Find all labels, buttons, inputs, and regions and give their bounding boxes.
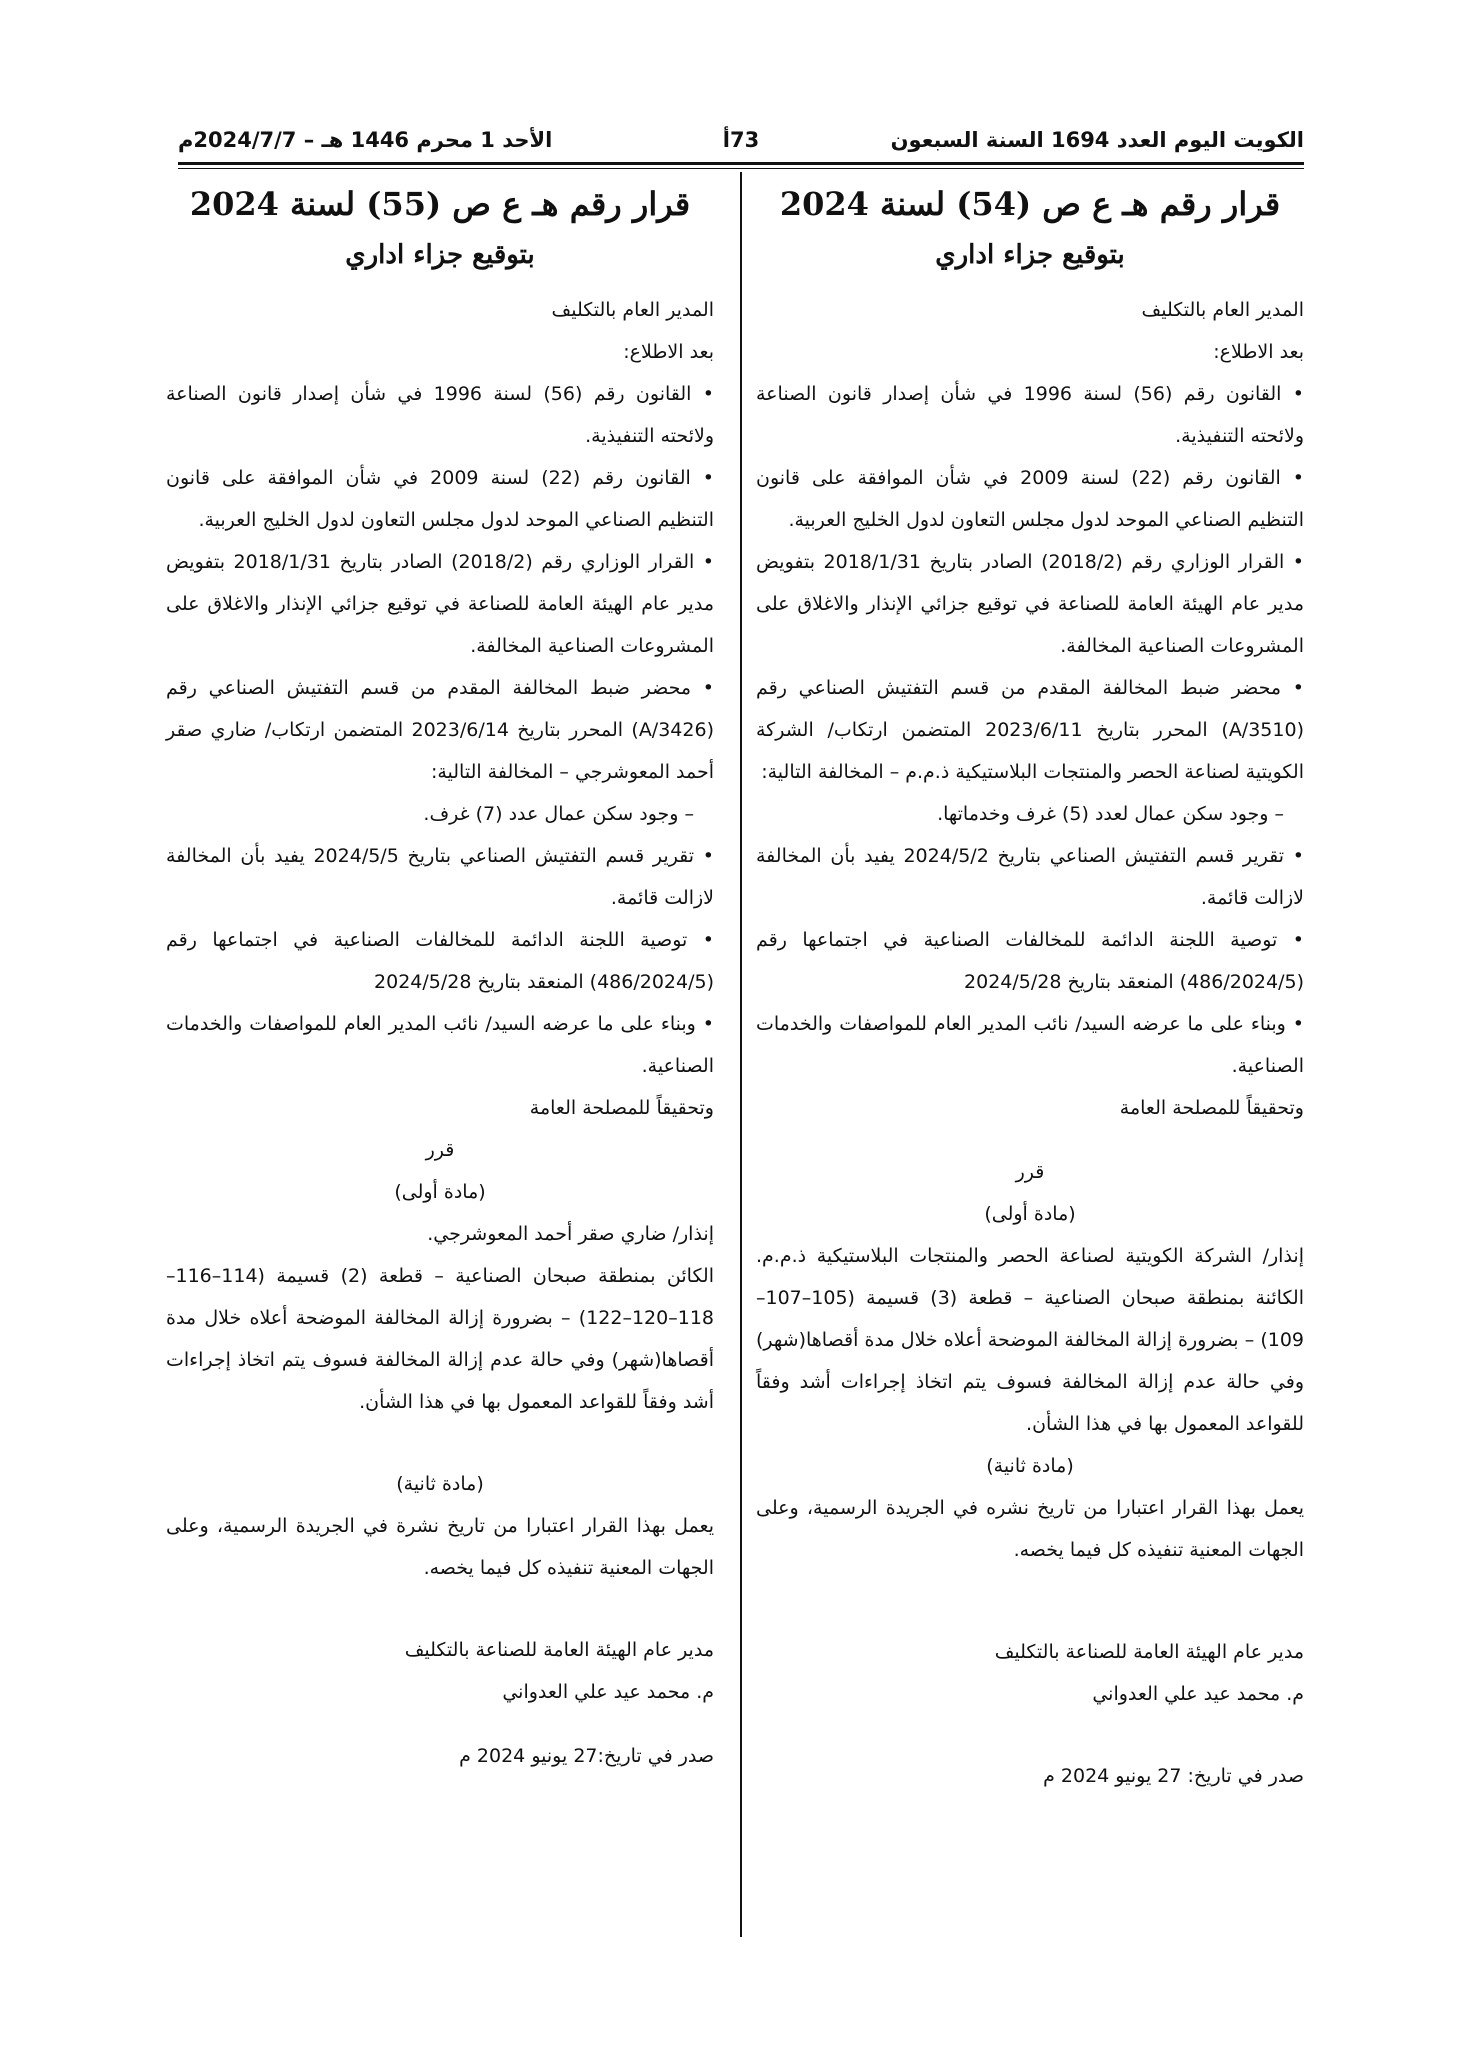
clause: • تقرير قسم التفتيش الصناعي بتاريخ 2024/5/5 يفيد بأن المخالفة لازالت قائمة. <box>166 845 714 909</box>
signatory-title: مدير عام الهيئة العامة للصناعة بالتكليف <box>994 1641 1304 1663</box>
article-1-heading: (مادة أولى) <box>394 1181 486 1203</box>
violation-item: – وجود سكن عمال لعدد (5) غرف وخدماتها. <box>937 803 1284 825</box>
article-1-text: الكائن بمنطقة صبحان الصناعية – قطعة (2) قسيمة (114–116–118–120–122) – بضرورة إزالة المخالفة الموضحة أعلاه خلال مدة أقصاها(شهر) وفي حالة عدم إزالة المخالفة فسوف يتم اتخاذ إجراءات أشد وفقاً للقواعد المعمول بها في هذا الشأن. <box>166 1265 715 1413</box>
header-rule-thick <box>178 162 1304 165</box>
page-number: 73أ <box>722 128 760 152</box>
header-rule-thin <box>178 168 1304 169</box>
clause: • توصية اللجنة الدائمة للمخالفات الصناعية في اجتماعها رقم (486/2024/5) المنعقد بتاريخ 2024/5/28 <box>756 929 1304 993</box>
article-2-heading: (مادة ثانية) <box>986 1455 1074 1477</box>
clause: • توصية اللجنة الدائمة للمخالفات الصناعية في اجتماعها رقم (486/2024/5) المنعقد بتاريخ 2024/5/28 <box>166 929 714 993</box>
signatory-title: مدير عام الهيئة العامة للصناعة بالتكليف <box>404 1639 714 1661</box>
article-2-text: يعمل بهذا القرار اعتبارا من تاريخ نشرة في الجريدة الرسمية، وعلى الجهات المعنية تنفيذه كل فيما يخصه. <box>166 1515 714 1579</box>
clause: • محضر ضبط المخالفة المقدم من قسم التفتيش الصناعي رقم (A/3510) المحرر بتاريخ 2023/6/11 المتضمن ارتكاب/ الشركة الكويتية لصناعة الحصر والمنتجات البلاستيكية ذ.م.م – المخالفة التالية: <box>756 677 1304 783</box>
violation-item: – وجود سكن عمال عدد (7) غرف. <box>423 803 694 825</box>
decision-54-column <box>756 175 1304 1797</box>
article-1-heading: (مادة أولى) <box>984 1203 1076 1225</box>
header-date: الأحد 1 محرم 1446 هـ – 2024/7/7م <box>178 128 553 152</box>
page-header <box>178 122 1304 160</box>
decided-heading: قرر <box>1015 1161 1045 1183</box>
signatory-name: م. محمد عيد علي العدواني <box>1092 1683 1304 1705</box>
clause: • القانون رقم (22) لسنة 2009 في شأن الموافقة على قانون التنظيم الصناعي الموحد لدول مجلس التعاون لدول الخليج العربية. <box>756 467 1305 531</box>
issue-date: صدر في تاريخ:27 يونيو 2024 م <box>459 1745 714 1767</box>
after-review: بعد الاطلاع: <box>623 341 714 363</box>
article-1-text: إنذار/ الشركة الكويتية لصناعة الحصر والمنتجات البلاستيكية ذ.م.م. الكائنة بمنطقة صبحان الصناعية – قطعة (3) قسيمة (105–107–109) – بضرورة إزالة المخالفة الموضحة أعلاه خلال مدة أقصاها(شهر) وفي حالة عدم إزالة المخالفة فسوف يتم اتخاذ إجراءات أشد وفقاً للقواعد المعمول بها في هذا الشأن. <box>756 1245 1304 1435</box>
clause: • القرار الوزاري رقم (2018/2) الصادر بتاريخ 2018/1/31 بتفويض مدير عام الهيئة العامة للصناعة في توقيع جزائي الإنذار والاغلاق على المشروعات الصناعية المخالفة. <box>166 551 714 657</box>
director-line: المدير العام بالتكليف <box>1141 299 1304 321</box>
clause: • محضر ضبط المخالفة المقدم من قسم التفتيش الصناعي رقم (A/3426) المحرر بتاريخ 2023/6/14 المتضمن ارتكاب/ ضاري صقر أحمد المعوشرجي – المخالفة التالية: <box>166 677 714 783</box>
clause: • القانون رقم (56) لسنة 1996 في شأن إصدار قانون الصناعة ولائحته التنفيذية. <box>756 383 1304 447</box>
public-interest: وتحقيقاً للمصلحة العامة <box>529 1097 714 1119</box>
clause: • وبناء على ما عرضه السيد/ نائب المدير العام للمواصفات والخدمات الصناعية. <box>756 1013 1304 1077</box>
clause: • وبناء على ما عرضه السيد/ نائب المدير العام للمواصفات والخدمات الصناعية. <box>166 1013 714 1077</box>
warning-line: إنذار/ ضاري صقر أحمد المعوشرجي. <box>427 1223 714 1245</box>
signature-block <box>166 1629 714 1713</box>
decision-title: قرار رقم هـ ع ص (54) لسنة 2024 <box>779 185 1281 223</box>
decision-title: قرار رقم هـ ع ص (55) لسنة 2024 <box>189 185 691 223</box>
director-line: المدير العام بالتكليف <box>551 299 714 321</box>
decision-subtitle: بتوقيع جزاء اداري <box>345 240 535 270</box>
column-divider <box>740 172 742 1937</box>
decision-subtitle: بتوقيع جزاء اداري <box>935 240 1125 270</box>
public-interest: وتحقيقاً للمصلحة العامة <box>1119 1097 1304 1119</box>
signature-block <box>756 1631 1304 1715</box>
header-issue: الكويت اليوم العدد 1694 السنة السبعون <box>890 128 1304 152</box>
clause: • تقرير قسم التفتيش الصناعي بتاريخ 2024/5/2 يفيد بأن المخالفة لازالت قائمة. <box>756 845 1304 909</box>
signatory-name: م. محمد عيد علي العدواني <box>502 1681 714 1703</box>
clause: • القانون رقم (56) لسنة 1996 في شأن إصدار قانون الصناعة ولائحته التنفيذية. <box>166 383 714 447</box>
clause: • القرار الوزاري رقم (2018/2) الصادر بتاريخ 2018/1/31 بتفويض مدير عام الهيئة العامة للصناعة في توقيع جزائي الإنذار والاغلاق على المشروعات الصناعية المخالفة. <box>756 551 1304 657</box>
issue-date: صدر في تاريخ: 27 يونيو 2024 م <box>1043 1765 1304 1787</box>
article-2-heading: (مادة ثانية) <box>396 1473 484 1495</box>
article-2-text: يعمل بهذا القرار اعتبارا من تاريخ نشره في الجريدة الرسمية، وعلى الجهات المعنية تنفيذه كل فيما يخصه. <box>756 1497 1304 1561</box>
after-review: بعد الاطلاع: <box>1213 341 1304 363</box>
decided-heading: قرر <box>425 1139 455 1161</box>
clause: • القانون رقم (22) لسنة 2009 في شأن الموافقة على قانون التنظيم الصناعي الموحد لدول مجلس التعاون لدول الخليج العربية. <box>166 467 715 531</box>
decision-55-column <box>166 175 714 1777</box>
